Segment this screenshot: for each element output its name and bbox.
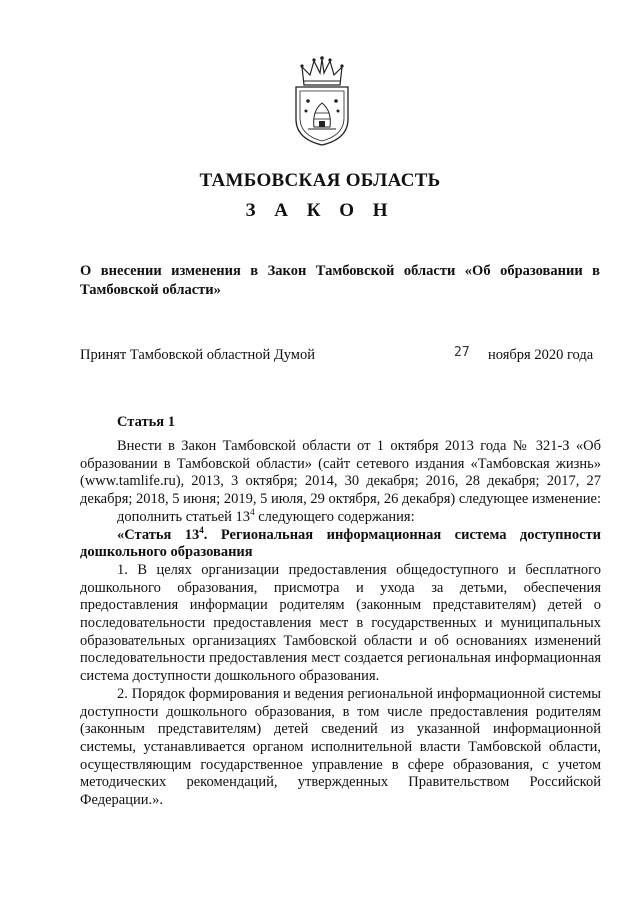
- supplement-text-end: следующего содержания:: [254, 508, 415, 525]
- coat-of-arms-emblem: [290, 55, 354, 147]
- article-heading: Статья 1: [117, 414, 175, 430]
- article-intro-paragraph: Внести в Закон Тамбовской области от 1 октября 2013 года № 321-З «Об образовании в Тамбовской области» (сайт сетевого издания «Тамбовская жизнь» (www.tamlife.ru), 2013, 3 октября; 2014, 30 декабря; 2016, 28 декабря; 2017, 27 декабря; 2018, 5 июня; 2019, 5 июля, 29 октября, 26 декабря) следующее изменение:: [80, 438, 601, 508]
- document-type-title: З А К О Н: [245, 200, 395, 221]
- supplement-superscript: 4: [250, 506, 255, 517]
- supplement-text: дополнить статьей 13: [117, 508, 251, 525]
- supplement-paragraph: [80, 506, 601, 527]
- adoption-month-year: ноября 2020 года: [488, 347, 594, 363]
- new-article-dot: .: [203, 526, 208, 543]
- region-title: ТАМБОВСКАЯ ОБЛАСТЬ: [199, 170, 441, 191]
- law-subject-title: О внесении изменения в Закон Тамбовской области «Об образовании в Тамбовской области»: [80, 263, 600, 298]
- new-article-label: «Статья 13: [117, 526, 200, 543]
- new-article-heading: [80, 524, 602, 562]
- adoption-day: 27: [454, 345, 470, 360]
- new-article-title: Региональная информационная система доступности дошкольного образования: [80, 526, 602, 561]
- clause-1-paragraph: 1. В целях организации предоставления общедоступного и бесплатного дошкольного образования, присмотра и ухода за детьми, обеспечения предоставления информации родителям (законным представителям) детей о последовательности предоставления мест в государственных и муниципальных образовательных организациях Тамбовской области и об основаниях изменений последовательности предоставления мест создается региональная информационная система доступности дошкольного образования.: [80, 561, 601, 685]
- adoption-label: Принят Тамбовской областной Думой: [80, 347, 315, 363]
- adoption-line: [80, 347, 600, 367]
- new-article-superscript: 4: [199, 524, 204, 535]
- article-body: [80, 438, 601, 810]
- clause-2-paragraph: 2. Порядок формирования и ведения региональной информационной системы доступности дошкольного образования, в том числе предоставления родителям (законным представителям) детей сведений из указанной информационной системы, устанавливается органом исполнительной власти Тамбовской области, осуществляющим государственное управление в сфере образования, с учетом методических рекомендаций, утвержденных Правительством Российской Федерации.».: [80, 685, 601, 809]
